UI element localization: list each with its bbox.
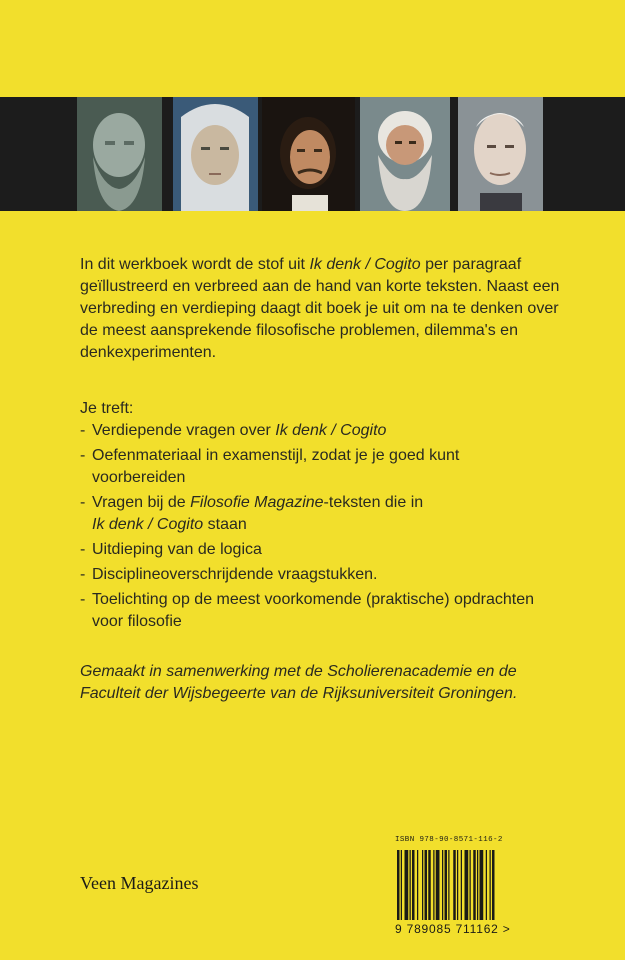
barcode-bar <box>417 850 418 920</box>
barcode-bar <box>473 850 476 920</box>
barcode-bar <box>465 850 469 920</box>
portrait-painting <box>173 97 258 211</box>
barcode-bar <box>480 850 484 920</box>
barcode-bar <box>470 850 471 920</box>
barcode-bar <box>457 850 458 920</box>
portrait-marx <box>360 97 450 211</box>
list-item: - Oefenmateriaal in examenstijl, zodat je je goed kunt voorbereiden <box>80 445 550 489</box>
barcode-bar <box>490 850 491 920</box>
portrait-elderly-man <box>458 97 543 211</box>
barcode-bar <box>448 850 449 920</box>
barcode-bar <box>436 850 440 920</box>
barcode-bar <box>461 850 462 920</box>
list-intro: Je treft: <box>80 400 134 417</box>
barcode-bar <box>492 850 495 920</box>
barcode-bars <box>395 850 535 920</box>
portrait-bust <box>77 97 162 211</box>
barcode-bar <box>486 850 487 920</box>
list-item: - Disciplineoverschrijdende vraagstukken. <box>80 564 550 586</box>
barcode-bar <box>477 850 478 920</box>
description-paragraph: In dit werkboek wordt de stof uit Ik denk / Cogito per paragraaf geïllustreerd en verbreed aan de hand van korte teksten. Naast een verbreding en verdieping daagt dit boek je uit om na te denken over de meest aansprekende filosofische problemen, dilemma's en denkexperimenten. <box>80 256 560 361</box>
feature-list <box>80 420 550 636</box>
isbn-label: ISBN 978-90-8571-116-2 <box>395 836 503 844</box>
barcode-digits: 9 789085 711162 > <box>395 922 511 936</box>
barcode-bar <box>428 850 431 920</box>
barcode-bar <box>401 850 402 920</box>
barcode-bar <box>405 850 409 920</box>
publisher-name: Veen Magazines <box>80 873 199 893</box>
list-item: - Toelichting op de meest voorkomende (praktische) opdrachten voor filosofie <box>80 589 550 633</box>
barcode <box>395 836 540 940</box>
list-item: - Uitdieping van de logica <box>80 539 550 561</box>
barcode-bar <box>397 850 400 920</box>
portrait-band <box>0 97 625 211</box>
barcode-bar <box>453 850 456 920</box>
barcode-bar <box>412 850 415 920</box>
barcode-bar <box>410 850 411 920</box>
list-item: - Verdiepende vragen over Ik denk / Cogito <box>80 420 550 442</box>
list-item: - Vragen bij de Filosofie Magazine-teksten die in Ik denk / Cogito staan <box>80 492 550 536</box>
barcode-bar <box>442 850 443 920</box>
barcode-bar <box>445 850 448 920</box>
collaboration-note: Gemaakt in samenwerking met de Scholierenacademie en de Faculteit der Wijsbegeerte van de Rijksuniversiteit Groningen. <box>80 663 518 702</box>
barcode-bar <box>433 850 434 920</box>
barcode-bar <box>425 850 428 920</box>
barcode-bar <box>422 850 423 920</box>
portrait-descartes <box>262 97 355 211</box>
